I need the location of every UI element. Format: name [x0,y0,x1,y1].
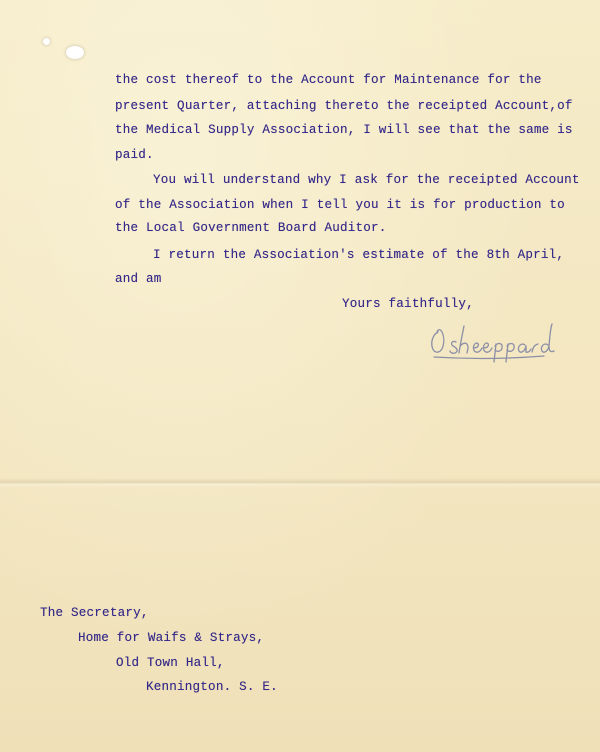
body-line-5: You will understand why I ask for the receipted Account [153,173,580,187]
body-line-3: the Medical Supply Association, I will see that the same is [115,123,573,137]
punch-hole [43,38,50,45]
address-line-4: Kennington. S. E. [146,680,278,694]
signature [426,318,566,363]
closing: Yours faithfully, [342,297,474,311]
body-line-6: of the Association when I tell you it is for production to [115,198,565,212]
body-line-1: the cost thereof to the Account for Maintenance for the [115,73,542,87]
address-line-2: Home for Waifs & Strays, [78,631,265,645]
body-line-8: I return the Association's estimate of the 8th April, [153,248,565,262]
body-line-4: paid. [115,148,154,162]
punch-hole [66,46,84,59]
body-line-9: and am [115,272,162,286]
body-line-7: the Local Government Board Auditor. [115,221,387,235]
address-line-3: Old Town Hall, [116,656,225,670]
address-line-1: The Secretary, [40,606,149,620]
body-line-2: present Quarter, attaching thereto the receipted Account,of [115,99,573,113]
paper-fold [0,478,600,488]
